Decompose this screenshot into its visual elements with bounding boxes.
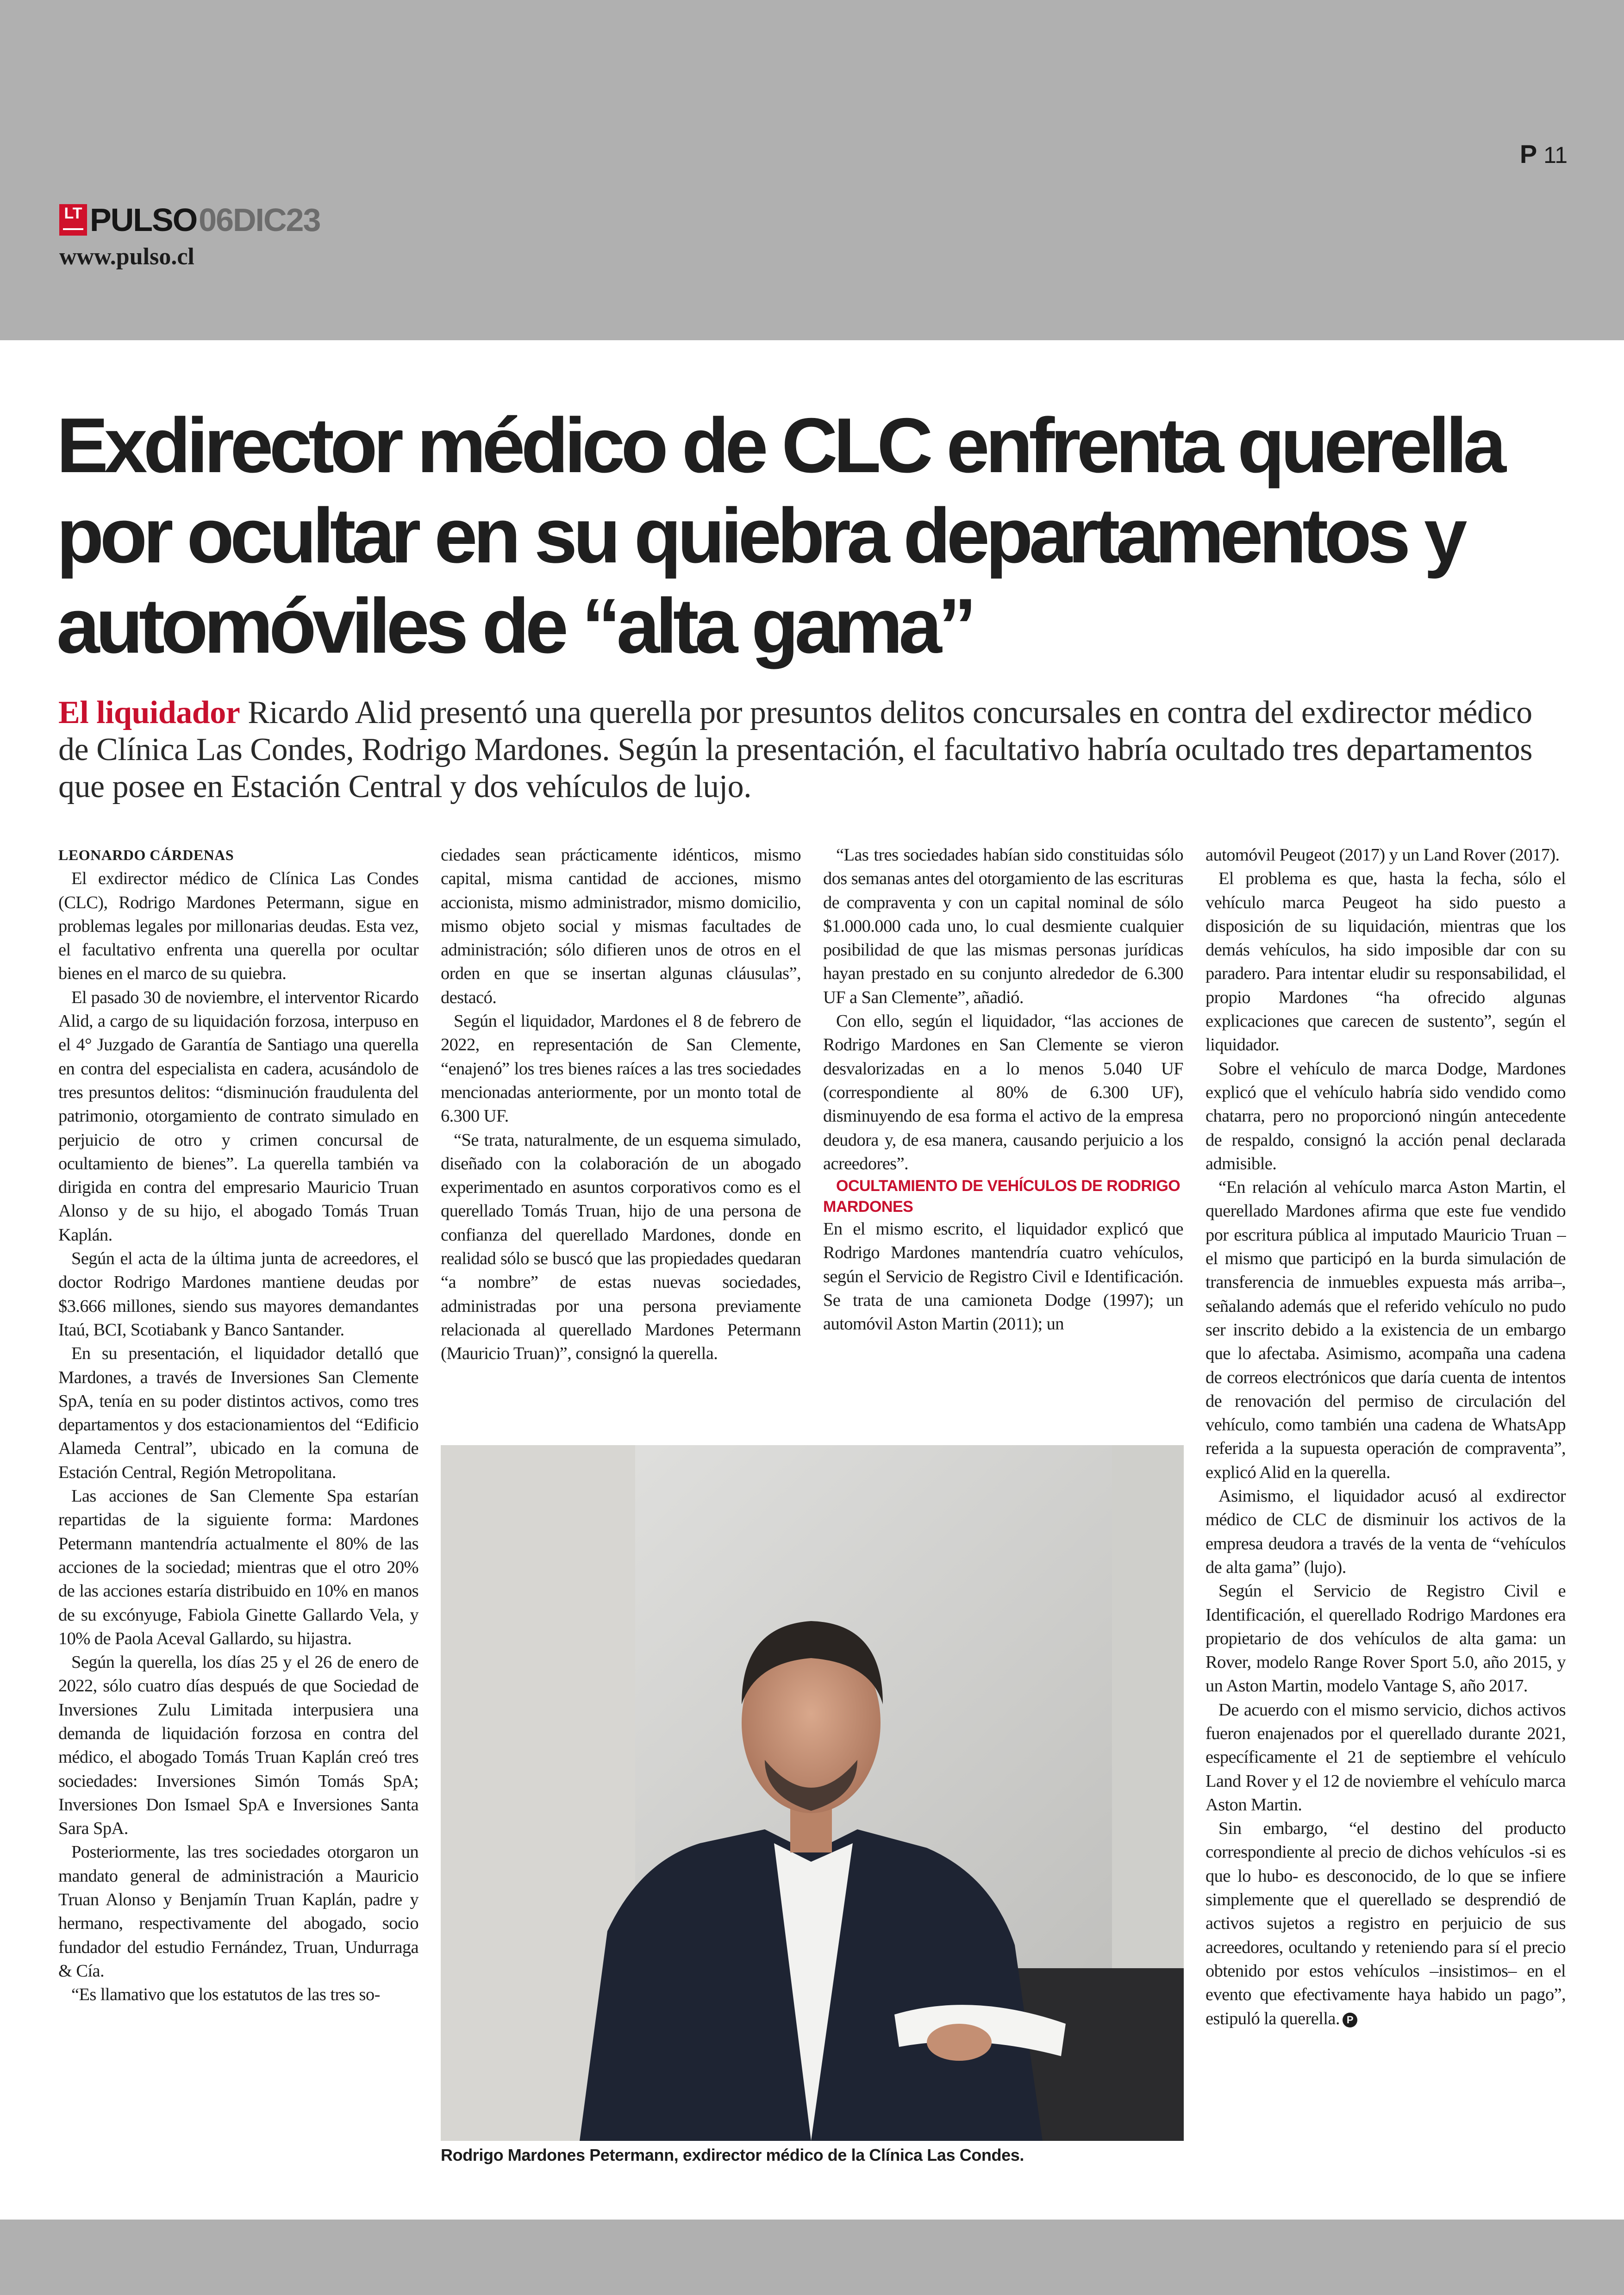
article-photo — [441, 1445, 1184, 2141]
paragraph: Según el Servicio de Registro Civil e Identificación, el querellado Rodrigo Mardones era propietario de dos vehículos de alta gama: un Rover, modelo Range Rover Sport 5.0, año 2015, y un Aston Martin, modelo Vantage S, año 2017. — [1206, 1581, 1566, 1696]
paragraph: Sobre el vehículo de marca Dodge, Mardones explicó que el vehículo habría sido vendido como chatarra, pero no proporcionó ningún antecedente de respaldo, consignó la acción penal declarada admisible. — [1206, 1059, 1566, 1173]
article-column-1 — [58, 843, 418, 2007]
paragraph: “Es llamativo que los estatutos de las tres so- — [71, 1985, 380, 2005]
portrait-photo-illustration — [441, 1445, 1184, 2141]
paragraph: Las acciones de San Clemente Spa estarían repartidas de la siguiente forma: Mardones Petermann mantendría actualmente el 80% de las acciones de la sociedad; mientras que el otro 20% de las acciones estaría distribuido en 10% en manos de su excónyuge, Fabiola Ginette Gallardo Vela, y 10% de Paola Aceval Gallardo, su hijastra. — [58, 1486, 418, 1648]
section-subhead: OCULTAMIENTO DE VEHÍCULOS DE RODRIGO MARDONES — [823, 1177, 1181, 1216]
paragraph: “Las tres sociedades habían sido constituidas sólo dos semanas antes del otorgamiento de las escrituras de compraventa y con un capital nominal de sólo $1.000.000 cada uno, lo cual desmiente cualquier posibilidad de que las mismas personas jurídicas hayan prestado en su conjunto alrededor de 6.300 UF a San Clemente”, añadió. — [823, 845, 1183, 1007]
lead-kicker: El liquidador — [58, 695, 240, 730]
photo-caption: Rodrigo Mardones Petermann, exdirector médico de la Clínica Las Condes. — [441, 2145, 1024, 2164]
lt-logo-icon: LT — [59, 204, 87, 236]
paragraph: Posteriormente, las tres sociedades otorgaron un mandato general de administración a Mauricio Truan Alonso y Benjamín Truan Kaplán, padre y hermano, respectivamente del abogado, socio fundador del estudio Fernández, Truan, Undurraga & Cía. — [58, 1842, 418, 1981]
footer-band — [0, 2220, 1624, 2295]
headline: Exdirector médico de CLC enfrenta querella por ocultar en su quiebra departamentos y automóviles de “alta gama” — [56, 402, 1502, 669]
author-byline: LEONARDO CÁRDENAS — [58, 847, 234, 863]
paragraph: En el mismo escrito, el liquidador explicó que Rodrigo Mardones mantendría cuatro vehículos, según el Servicio de Registro Civil e Identificación. Se trata de una camioneta Dodge (1997); un automóvil Aston Martin (2011); un — [823, 1219, 1183, 1334]
article-column-2 — [441, 843, 801, 1366]
paragraph-text: Sin embargo, “el destino del producto correspondiente al precio de dichos vehículos -si es que lo hubo- es desconocido, de lo que se infiere simplemente que el querellado se desprendió de activos sujetos a registro en perjuicio de sus acreedores, ocultando y reteniendo para sí el precio obtenido por estos vehículos –insistimos– en el evento que efectivamente haya habido un pago”, estipuló la querella. — [1206, 1819, 1566, 2028]
header-band — [0, 0, 1624, 340]
page-label: P — [1519, 139, 1537, 168]
paragraph: De acuerdo con el mismo servicio, dichos activos fueron enajenados por el querellado durante 2021, específicamente el 21 de septiembre el vehículo Land Rover y el 12 de noviembre el vehículo marca Aston Martin. — [1206, 1700, 1566, 1815]
paragraph: Asimismo, el liquidador acusó al exdirector médico de CLC de disminuir los activos de la empresa deudora a través de la venta de “vehículos de alta gama” (lujo). — [1206, 1486, 1566, 1577]
paragraph: El pasado 30 de noviembre, el interventor Ricardo Alid, a cargo de su liquidación forzosa, interpuso en el 4° Juzgado de Garantía de Santiago una querella en contra del especialista en cadera, acusándolo de tres presuntos delitos: “disminución fraudulenta del patrimonio, otorgamiento de contrato simulado en perjuicio de otro y crimen concursal de ocultamiento de bienes”. La querella también va dirigida en contra del empresario Mauricio Truan Alonso y de su hijo, el abogado Tomás Truan Kaplán. — [58, 987, 418, 1245]
paragraph: “En relación al vehículo marca Aston Martin, el querellado Mardones afirma que este fue vendido por escritura pública al imputado Mauricio Truan –el mismo que participó en la burda simulación de transferencia de inmuebles expuesta más arriba–, señalando además que el referido vehículo no pudo ser inscrito debido a la existencia de un embargo que lo afectaba. Asimismo, acompaña una cadena de correos electrónicos que daría cuenta de intentos de renovación del permiso de circulación del vehículo, como también una cadena de WhatsApp referida a la supuesta operación de compraventa”, explicó Alid en la querella. — [1206, 1178, 1566, 1482]
lead-paragraph — [58, 694, 1568, 805]
paragraph: Según la querella, los días 25 y el 26 de enero de 2022, sólo cuatro días después de que Sociedad de Inversiones Zulu Limitada interpusiera una demanda de liquidación forzosa en contra del médico, el abogado Tomás Truan Kaplán creó tres sociedades: Inversiones Simón Tomás SpA; Inversiones Don Ismael SpA e Inversiones Santa Sara SpA. — [58, 1653, 418, 1839]
paragraph: Según el liquidador, Mardones el 8 de febrero de 2022, en representación de San Clemente, “enajenó” los tres bienes raíces a las tres sociedades mencionadas anteriormente, por un monto total de 6.300 UF. — [441, 1011, 801, 1126]
brand-name: PULSO — [90, 202, 197, 238]
masthead — [59, 201, 320, 238]
site-url[interactable]: www.pulso.cl — [59, 243, 194, 270]
paragraph: Según el acta de la última junta de acreedores, el doctor Rodrigo Mardones mantiene deudas por $3.666 millones, siendo sus mayores demandantes Itaú, BCI, Scotiabank y Banco Santander. — [58, 1249, 418, 1340]
article-column-3 — [823, 843, 1183, 1336]
edition-date: 06DIC23 — [199, 202, 320, 238]
article-column-4 — [1206, 843, 1566, 2031]
paragraph: Con ello, según el liquidador, “las acciones de Rodrigo Mardones en San Clemente se vieron desvalorizadas en a lo menos 5.040 UF (correspondiente al 80% de 6.300 UF), disminuyendo de esa forma el activo de la empresa deudora y, de esa manera, causando perjuicio a los acreedores”. — [823, 1011, 1183, 1173]
paragraph — [1206, 1817, 1566, 2031]
paragraph: automóvil Peugeot (2017) y un Land Rover (2017). — [1206, 845, 1560, 865]
page-number — [1520, 139, 1568, 171]
paragraph: ciedades sean prácticamente idénticos, mismo capital, misma cantidad de acciones, mismo accionista, mismo administrador, mismo domicilio, mismo objeto social y mismas facultades de administración; sólo difieren unos de otros en el orden en que se insertan algunas cláusulas”, destacó. — [441, 845, 801, 1007]
page-number-value: 11 — [1543, 142, 1568, 168]
lead-text: Ricardo Alid presentó una querella por presuntos delitos concursales en contra del exdirector médico de Clínica Las Condes, Rodrigo Mardones. Según la presentación, el facultativo habría ocultado tres departamentos que posee en Estación Central y dos vehículos de lujo. — [58, 695, 1532, 804]
end-mark-icon: P — [1343, 2013, 1357, 2027]
paragraph: “Se trata, naturalmente, de un esquema simulado, diseñado con la colaboración de un abogado experimentado en asuntos corporativos como es el querellado Tomás Truan, hijo de una persona de confianza del querellado Mardones, donde en realidad sólo se buscó que las propiedades quedaran “a nombre” de estas nuevas sociedades, administradas por una persona previamente relacionada al querellado Mardones Petermann (Mauricio Truan)”, consignó la querella. — [441, 1130, 801, 1364]
paragraph: El problema es que, hasta la fecha, sólo el vehículo marca Peugeot ha sido puesto a disposición de su liquidación, mientras que los demás vehículos, ha sido imposible dar con su paradero. Para intentar eludir su responsabilidad, el propio Mardones “ha ofrecido algunas explicaciones que carecen de sustento”, según el liquidador. — [1206, 869, 1566, 1055]
paragraph: El exdirector médico de Clínica Las Condes (CLC), Rodrigo Mardones Petermann, sigue en problemas legales por millonarias deudas. Esta vez, el facultativo enfrenta una querella por ocultar bienes en el marco de su quiebra. — [58, 869, 418, 984]
paragraph: En su presentación, el liquidador detalló que Mardones, a través de Inversiones San Clemente SpA, tenía en su poder distintos activos, como tres departamentos y dos estacionamientos del “Edificio Alameda Central”, ubicado en la comuna de Estación Central, Región Metropolitana. — [58, 1344, 418, 1482]
